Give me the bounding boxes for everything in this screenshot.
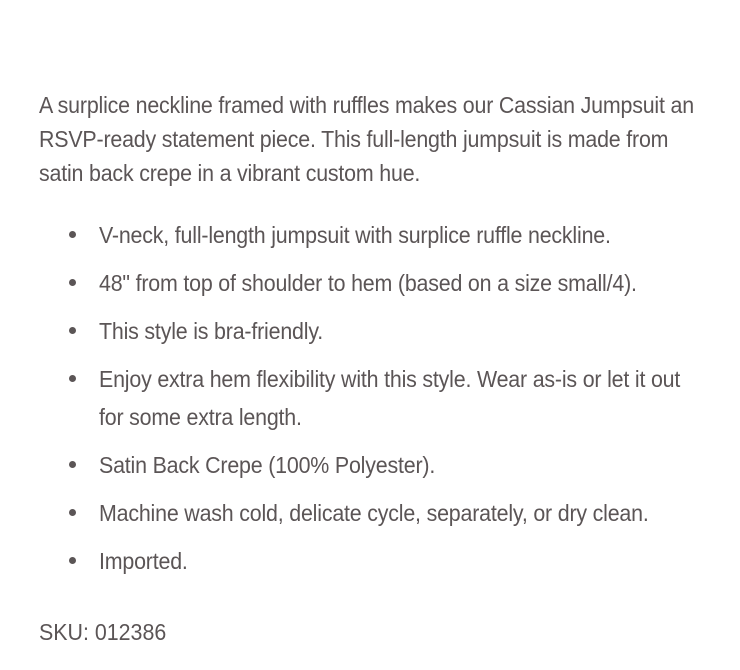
feature-text: V-neck, full-length jumpsuit with surplice ruffle neckline. bbox=[99, 222, 611, 248]
product-description bbox=[39, 88, 719, 574]
feature-item bbox=[39, 216, 740, 254]
feature-text: Imported. bbox=[99, 548, 188, 574]
bullet-icon bbox=[69, 327, 76, 334]
feature-item bbox=[39, 446, 740, 484]
feature-item bbox=[39, 542, 740, 580]
feature-list bbox=[39, 216, 740, 590]
feature-item bbox=[39, 494, 740, 532]
description-text: A surplice neckline framed with ruffles makes our Cassian Jumpsuit an RSVP-ready statement piece. This full-length jumpsuit is made from satin back crepe in a vibrant custom hue. bbox=[39, 92, 694, 186]
feature-text: Enjoy extra hem flexibility with this style. Wear as-is or let it out for some extra length. bbox=[99, 366, 681, 430]
feature-text: Satin Back Crepe (100% Polyester). bbox=[99, 452, 436, 478]
feature-item bbox=[39, 312, 740, 350]
feature-text: This style is bra-friendly. bbox=[99, 318, 323, 344]
bullet-icon bbox=[69, 231, 76, 238]
feature-text: Machine wash cold, delicate cycle, separately, or dry clean. bbox=[99, 500, 649, 526]
bullet-icon bbox=[69, 557, 76, 564]
bullet-icon bbox=[69, 375, 76, 382]
product-sku: SKU: 012386 bbox=[39, 619, 167, 645]
feature-text: 48" from top of shoulder to hem (based on a size small/4). bbox=[99, 270, 637, 296]
bullet-icon bbox=[69, 509, 76, 516]
feature-item bbox=[39, 264, 740, 302]
bullet-icon bbox=[69, 461, 76, 468]
bullet-icon bbox=[69, 279, 76, 286]
feature-item bbox=[39, 360, 740, 436]
